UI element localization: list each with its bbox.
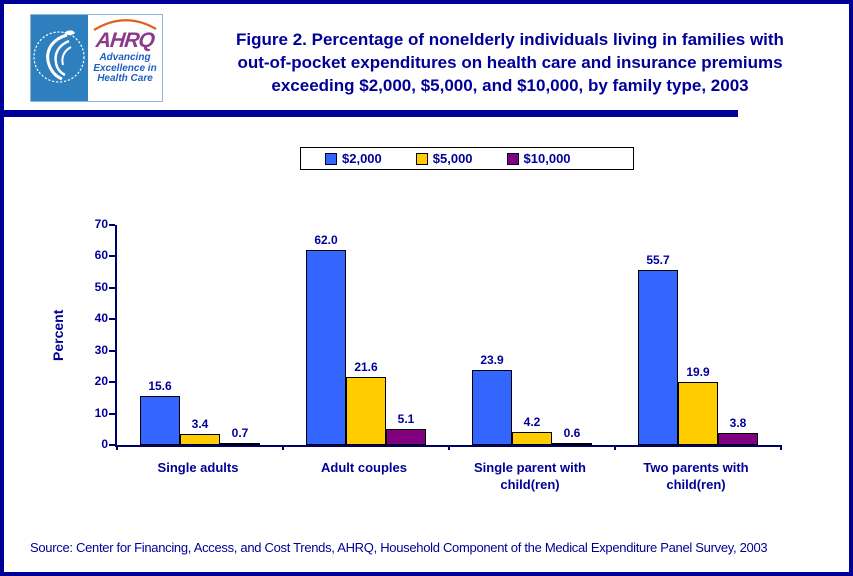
category-label: Adult couples	[321, 460, 407, 475]
source-note: Source: Center for Financing, Access, and Cost Trends, AHRQ, Household Component of the Medical Expenditure Panel Survey, 2003	[30, 540, 768, 555]
x-axis-tick	[614, 445, 616, 450]
y-axis-tick-label: 50	[94, 279, 108, 294]
ahrq-tagline-line: Health Care	[97, 73, 153, 84]
y-axis-tick-label: 40	[94, 311, 108, 326]
bar-value-label: 19.9	[686, 365, 710, 379]
bar-value-label: 5.1	[397, 412, 415, 426]
bar-value-label: 0.7	[231, 426, 249, 440]
y-axis-tick	[109, 224, 115, 226]
figure-title-line: out-of-pocket expenditures on health care and insurance premiums	[237, 53, 783, 72]
plot-area	[115, 225, 781, 447]
hhs-seal-icon	[31, 15, 88, 101]
bar-value-label: 3.4	[191, 417, 209, 431]
category-label: Two parents with child(ren)	[643, 460, 749, 492]
legend-swatch	[416, 153, 428, 165]
bar	[638, 270, 678, 445]
ahrq-tagline-line: Excellence in	[93, 62, 157, 74]
hhs-ahrq-logo	[30, 14, 163, 102]
y-axis-title: Percent	[50, 309, 66, 361]
y-axis-tick	[109, 444, 115, 446]
bar-value-label: 0.6	[563, 426, 581, 440]
y-axis-labels	[76, 217, 108, 451]
bar	[678, 382, 718, 445]
bar	[552, 443, 592, 445]
bar-value-label: 3.8	[729, 416, 747, 430]
y-axis-tick-label: 60	[94, 248, 108, 263]
category-label: Single parent with child(ren)	[474, 460, 586, 492]
figure-title-line: exceeding $2,000, $5,000, and $10,000, by family type, 2003	[271, 76, 749, 95]
x-axis-labels	[115, 459, 779, 505]
y-axis-tick	[109, 350, 115, 352]
chart-legend	[300, 147, 634, 170]
bar-value-label: 15.6	[148, 379, 172, 393]
bar	[472, 370, 512, 445]
x-axis-tick	[448, 445, 450, 450]
y-axis-tick	[109, 381, 115, 383]
y-axis-tick	[109, 413, 115, 415]
ahrq-tagline-line: Advancing	[99, 52, 151, 63]
x-axis-tick	[282, 445, 284, 450]
figure-title-line: Figure 2. Percentage of nonelderly individuals living in families with	[236, 30, 784, 49]
legend-item	[416, 151, 473, 166]
title-divider-bar	[4, 110, 738, 117]
y-axis-tick-label: 0	[101, 437, 108, 451]
bar	[386, 429, 426, 445]
legend-label: $5,000	[432, 151, 473, 166]
x-axis-tick	[116, 445, 118, 450]
ahrq-logo-text: AHRQ	[94, 29, 156, 52]
bar-value-label: 55.7	[646, 253, 670, 267]
y-axis-tick	[109, 287, 115, 289]
bar	[346, 377, 386, 445]
ahrq-tagline	[93, 53, 156, 85]
legend-swatch	[325, 153, 337, 165]
figure-title	[176, 28, 844, 97]
legend-item	[325, 151, 382, 166]
y-axis-tick-label: 10	[94, 405, 108, 420]
legend-label: $10,000	[523, 151, 571, 166]
y-axis-tick-label: 20	[94, 374, 108, 389]
x-axis-tick	[780, 445, 782, 450]
bar	[306, 250, 346, 445]
bar	[220, 443, 260, 445]
y-axis-tick-label: 70	[94, 217, 108, 231]
legend-item	[507, 151, 571, 166]
legend-label: $2,000	[342, 151, 382, 166]
y-axis-tick-label: 30	[94, 342, 108, 357]
bar	[718, 433, 758, 445]
bar-value-label: 4.2	[523, 415, 541, 429]
bar-value-label: 21.6	[354, 360, 378, 374]
bar-value-label: 62.0	[314, 233, 338, 247]
ahrq-wordmark	[88, 15, 162, 101]
legend-swatch	[507, 153, 519, 165]
y-axis-tick	[109, 255, 115, 257]
y-axis-tick	[109, 318, 115, 320]
bar-value-label: 23.9	[480, 353, 504, 367]
category-label: Single adults	[157, 460, 239, 475]
